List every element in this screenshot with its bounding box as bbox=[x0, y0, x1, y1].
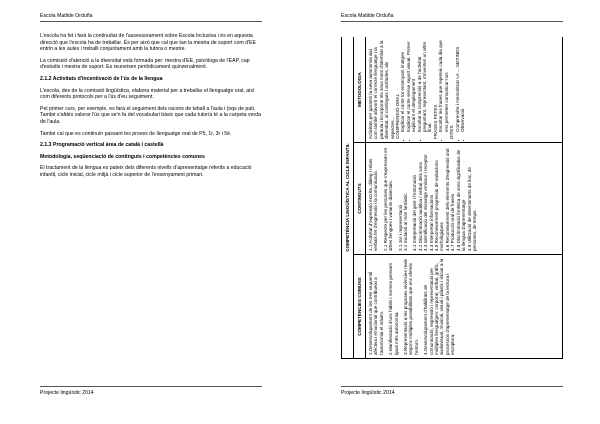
competency-item: 3.Representació a les proposes vivències reals segons múltiples possibilitats que ens ofereix l'entorn. bbox=[403, 258, 419, 355]
competency-item: 2.Manifestació d'uns hàbits i normes pensant igual més autonomia. bbox=[388, 263, 399, 355]
column-header: CONTINGUTS bbox=[354, 143, 366, 255]
paragraph: L'escola, des de la comissió lingüística, elabora material per a treballar el llenguatge oral, així com diferents protocols per a l'ús d'eu seguiment. bbox=[40, 87, 255, 101]
methodology-heading: FRASES FETES bbox=[432, 104, 438, 139]
section-heading: 2.1.2 Activitats d'incentivació de l'ús de la llengua bbox=[40, 75, 163, 82]
content-item: 4.7 Producció oral de frases bbox=[450, 193, 456, 251]
column-header: COMPETÈNCIES COMUNS bbox=[354, 255, 366, 359]
right-page bbox=[300, 0, 600, 424]
page-header: Escola Matilde Orduña bbox=[40, 13, 93, 19]
competency-item: 4.Desenvolupament d'habilitats de comunicació, expressió i representació per múltiples llenguatges: corporal, verbal, gràfic, audiovisual, musical, visual i plàstic i iniciar a la processos d'aprenentatge de la lectura i escriptura. bbox=[423, 258, 456, 355]
methodology-heading: DITES bbox=[449, 125, 455, 139]
content-item: 4.8 Discriminació fonètica de sons significatius de la llengua d'aprenentatge bbox=[455, 149, 467, 251]
footer-rule bbox=[40, 386, 262, 387]
methodology-intro: Activitats per garantir la seva autonomia així com també afavorir el correcte llenguatge i la paraula i incorporar els seus mots d'identitat a la diversitat, al continguts i actitudes, als aspectes... bbox=[368, 40, 395, 139]
competency-table bbox=[341, 37, 563, 359]
content-item: 1.1 Activitat d'expressió escrita, diàleg i relats verbals fet d'expressió i la comunicació. bbox=[368, 158, 379, 251]
content-item: 4.4 Interpretar informacions bbox=[428, 194, 434, 251]
list-item: • Explicar el conte sense suport visual. Primer explicant el desplegament bbox=[406, 40, 417, 132]
methodology-cell bbox=[366, 37, 563, 143]
list-item: • Comprendre i memoritzar LA ... MATINES bbox=[455, 40, 460, 132]
page-header: Escola Matilde Orduña bbox=[341, 13, 394, 19]
methodology-heading: COMPRENSIÓ ORAL bbox=[395, 93, 401, 139]
content-item: 4.9 Utilització de determinants de lloc, de persones, de temps. bbox=[466, 167, 477, 251]
header-rule bbox=[341, 21, 563, 22]
list-item: • Explicar el conte tot ensenyant imatges bbox=[400, 40, 405, 132]
competencies-cell bbox=[366, 255, 563, 359]
competency-item: 1.Desenvolupament de les tres sequentil afectiva i emocional que contribueixi a l'autonomia el màxim. bbox=[368, 272, 384, 355]
body-text bbox=[40, 33, 264, 184]
paragraph: També cal que es continuïn passant les proves de llenguatge oral de P5, 1r, 3r i 5è. bbox=[40, 130, 232, 137]
page-footer: Projecte lingüístic 2014 bbox=[40, 390, 94, 396]
list-item: • Escoltar les frases que repeteix cada dia que ens permeten comunicar-nos bbox=[438, 40, 449, 132]
content-item: 4.5 Reconeixement progressiu de variacions morfològiques bbox=[434, 160, 445, 251]
header-rule bbox=[40, 21, 262, 22]
competency-table-container bbox=[341, 37, 563, 359]
footer-rule bbox=[341, 386, 563, 387]
content-item: 4.3 Identificació del missatge emissor i receptor bbox=[423, 154, 429, 251]
paragraph: La comissió d'atenció a la diversitat està formada per: mestra d'EE, psicòloga de l'EAP, cap d'estudis i mestra de suport. Es reuneixen periòdicament quinzenalment. bbox=[40, 57, 250, 71]
subsection-heading: Metodologia, seqüenciació de continguts i competències comunes bbox=[40, 153, 205, 160]
content-item: 2.1 Respecte per les persones que s'expressen en altres llengües i variants dialectals. bbox=[382, 147, 394, 251]
methodology-list bbox=[438, 40, 449, 139]
methodology-list bbox=[455, 40, 466, 139]
content-item: 4.1 Interpretació del gest i l'entonació bbox=[412, 175, 418, 251]
section-heading: 2.1.3 Programació vertical àrea de català i castellà bbox=[40, 142, 164, 149]
contents-cell bbox=[366, 143, 563, 255]
page-footer: Projecte lingüístic 2014 bbox=[341, 390, 395, 396]
content-item: 3.2 Iniciació al món fantàstic bbox=[403, 193, 409, 251]
paragraph: El tractament de la llengua es pateix dels diferents nivells d'aprenentatge referits a educació infantil, cicle inicial, cicle mitjà i cicle superior de l'ensenyament primari. bbox=[40, 165, 252, 178]
methodology-list bbox=[400, 40, 432, 139]
content-item: 3.1 Joc i representació bbox=[397, 204, 403, 251]
list-item: • Observació bbox=[460, 40, 465, 132]
content-item: 4.2 Discriminació auditiva i verbal dels sons bbox=[417, 162, 423, 251]
paragraph: Pel primer curs, per exemple, es farà el seguiment dels racons de teball a l'aula i (oqs de pati. També s'afdés valorar l'ús que se'n fa del vocabulari bàsic que cada tutor/a té a la carpeta verda de l'aula. bbox=[40, 105, 261, 125]
column-header: METODOLOGIA bbox=[354, 37, 366, 143]
table-title: COMPETÈNCIA LINGÜÍSTICA AL CICLE INFANTIL bbox=[342, 37, 354, 359]
paragraph: L'escola ha fet i farà la continuïtat de l'assessorament sobre Escola Inclusiva i és en aquesta direcció que l'escola ha de treballar. És per això que cal que tan la mestra de suport com d'EE entrin a les aules i treballi conjuntament amb la tutora o mestre. bbox=[40, 33, 256, 53]
content-item: 4.6 Reconeixement dels elements d'expressió oral bbox=[444, 148, 450, 251]
list-item: • Escoltar la comprensió a de l'activitat preguntant, representant, s'inventen un altre final bbox=[417, 40, 433, 132]
